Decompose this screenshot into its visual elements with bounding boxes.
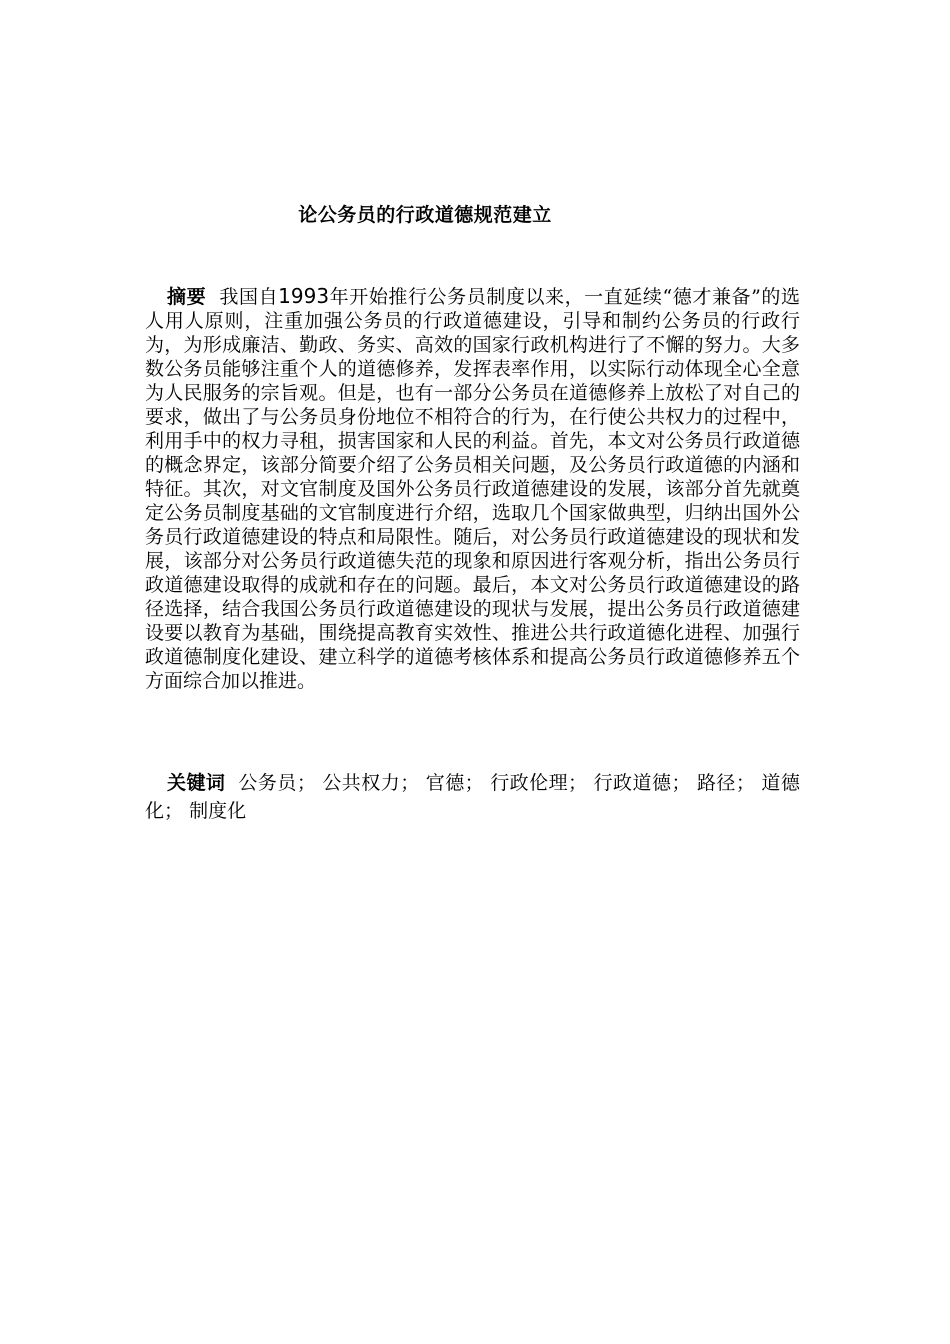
keyword-item: 路径；	[696, 772, 755, 794]
abstract-year: 1993	[278, 284, 330, 308]
keyword-item: 制度化	[189, 800, 247, 822]
keyword-item: 行政伦理；	[490, 772, 588, 794]
keywords-label: 关键词	[167, 772, 226, 794]
keyword-item: 公共权力；	[322, 772, 420, 794]
keywords-paragraph	[145, 769, 800, 825]
keyword-item: 道德化；	[145, 772, 800, 822]
keyword-item: 行政道德；	[593, 772, 691, 794]
abstract-intro: 我国自	[219, 286, 279, 308]
document-title: 论公务员的行政道德规范建立	[298, 204, 552, 226]
keyword-item: 官德；	[425, 772, 484, 794]
keyword-item: 公务员；	[238, 772, 316, 794]
abstract-paragraph	[145, 284, 800, 693]
abstract-label: 摘要	[167, 286, 207, 308]
abstract-body: 年开始推行公务员制度以来，一直延续“德才兼备”的选人用人原则，注重加强公务员的行政道德建设，引导和制约公务员的行政行为，为形成廉洁、勤政、务实、高效的国家行政机构进行了不懈的努力。大多数公务员能够注重个人的道德修养，发挥表率作用，以实际行动体现全心全意为人民服务的宗旨观。但是，也有一部分公务员在道德修养上放松了对自己的要求，做出了与公务员身份地位不相符合的行为，在行使公共权力的过程中，利用手中的权力寻租，损害国家和人民的利益。首先，本文对公务员行政道德的概念界定，该部分简要介绍了公务员相关问题，及公务员行政道德的内涵和特征。其次，对文官制度及国外公务员行政道德建设的发展，该部分首先就奠定公务员制度基础的文官制度进行介绍，选取几个国家做典型，归纳出国外公务员行政道德建设的特点和局限性。随后，对公务员行政道德建设的现状和发展，该部分对公务员行政道德失范的现象和原因进行客观分析，指出公务员行政道德建设取得的成就和存在的问题。最后，本文对公务员行政道德建设的路径选择，结合我国公务员行政道德建设的现状与发展，提出公务员行政道德建设要以教育为基础，围绕提高教育实效性、推进公共行政道德化进程、加强行政道德制度化建设、建立科学的道德考核体系和提高公务员行政道德修养五个方面综合加以推进。	[145, 286, 800, 692]
